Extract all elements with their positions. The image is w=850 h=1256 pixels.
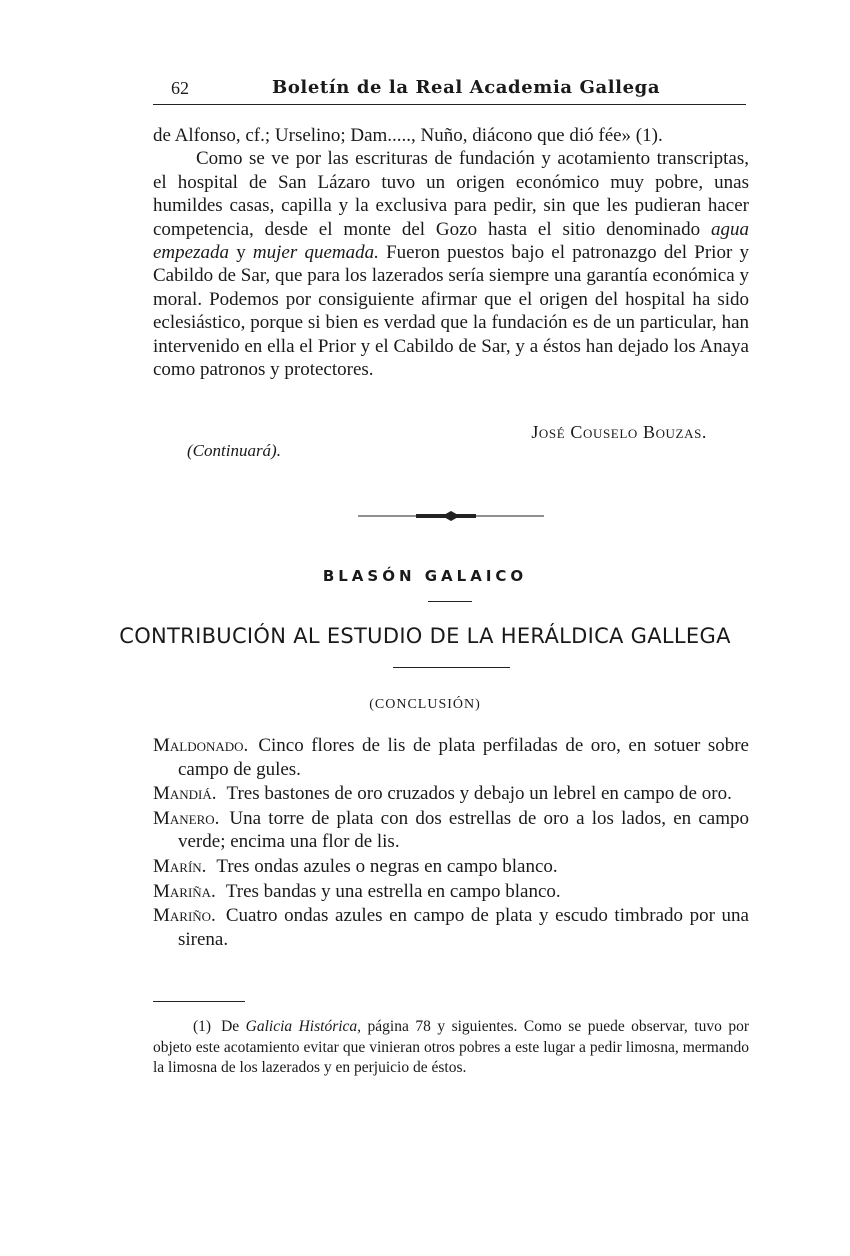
heraldry-entries <box>153 734 749 952</box>
article-body <box>153 124 749 381</box>
entry-text: Tres bastones de oro cruzados y debajo un lebrel en campo de oro. <box>226 783 732 805</box>
entry-name: Manero. <box>153 807 220 829</box>
place-name-2: mujer quemada. <box>252 242 379 264</box>
footnote-mark: (1) <box>193 1018 212 1035</box>
entry-marino <box>153 904 749 951</box>
footnote-rule <box>153 1001 245 1002</box>
paragraph-text-a: Como se ve por las escrituras de fundación y acotamiento transcriptas, el hospital de San Lázaro tuvo un origen económico muy pobre, unas humildes casas, capilla y la exclusiva para pedir, sin que les pudieran hacer competencia, desde el monte del Gozo hasta el sitio denominado <box>153 148 749 240</box>
entry-manero <box>153 807 749 854</box>
footnote <box>153 1017 749 1079</box>
section-rule <box>428 601 472 602</box>
opening-line: de Alfonso, cf.; Urselino; Dam....., Nuño, diácono que dió fée» (1). <box>153 125 663 146</box>
conjunction: y <box>228 242 253 264</box>
entry-text: Cinco flores de lis de plata perfiladas de oro, en sotuer sobre campo de gules. <box>178 735 749 780</box>
ornament-divider <box>358 506 544 526</box>
entry-name: Mandiá. <box>153 783 217 805</box>
page-number: 62 <box>171 78 189 98</box>
article-title: CONTRIBUCIÓN AL ESTUDIO DE LA HERÁLDICA GALLEGA <box>119 624 731 648</box>
entry-text: Cuatro ondas azules en campo de plata y escudo timbrado por una sirena. <box>178 905 749 950</box>
header-rule <box>153 104 746 105</box>
entry-name: Marín. <box>153 855 207 877</box>
entry-marina <box>153 880 749 904</box>
entry-text: Tres ondas azules o negras en campo blanco. <box>216 855 558 877</box>
entry-mandia <box>153 782 749 806</box>
footnote-text: página 78 y siguientes. Como se puede observar, tuvo por objeto este acotamiento evitar que vinieran otros pobres a este lugar a pedir limosna, mermando la limosna de los lazerados y en perjuicio de éstos. <box>153 1018 749 1076</box>
article-subtitle: (CONCLUSIÓN) <box>369 697 481 712</box>
entry-text: Tres bandas y una estrella en campo blanco. <box>225 880 561 902</box>
place-name-1: agua empezada <box>153 218 749 264</box>
entry-name: Mariña. <box>153 880 216 902</box>
entry-marin <box>153 855 749 879</box>
running-title: Boletín de la Real Academia Gallega <box>272 77 661 98</box>
footnote-work: Galicia Histórica, <box>245 1018 362 1035</box>
footnote-pre: De <box>221 1018 246 1035</box>
entry-text: Una torre de plata con dos estrellas de oro a los lados, en campo verde; encima una flor de lis. <box>178 807 749 853</box>
entry-maldonado <box>153 734 749 781</box>
paragraph-text-b: Fueron puestos bajo el patronazgo del Prior y Cabildo de Sar, que para los lazerados sería siempre una garantía económica y moral. Podemos por consiguiente afirmar que el origen del hospital ha sido eclesiástico, porque si bien es verdad que la fundación es de un particular, han intervenido en ella el Prior y el Cabildo de Sar, y a éstos han dejado los Anaya como patronos y protectores. <box>153 242 749 381</box>
entry-name: Mariño. <box>153 905 216 927</box>
continued-note: (Continuará). <box>187 441 281 460</box>
author-signature: José Couselo Bouzas. <box>531 422 707 442</box>
title-rule <box>393 667 510 668</box>
section-label: BLASÓN GALAICO <box>322 567 528 585</box>
closing-paragraph <box>153 147 749 381</box>
entry-name: Maldonado. <box>153 735 249 756</box>
